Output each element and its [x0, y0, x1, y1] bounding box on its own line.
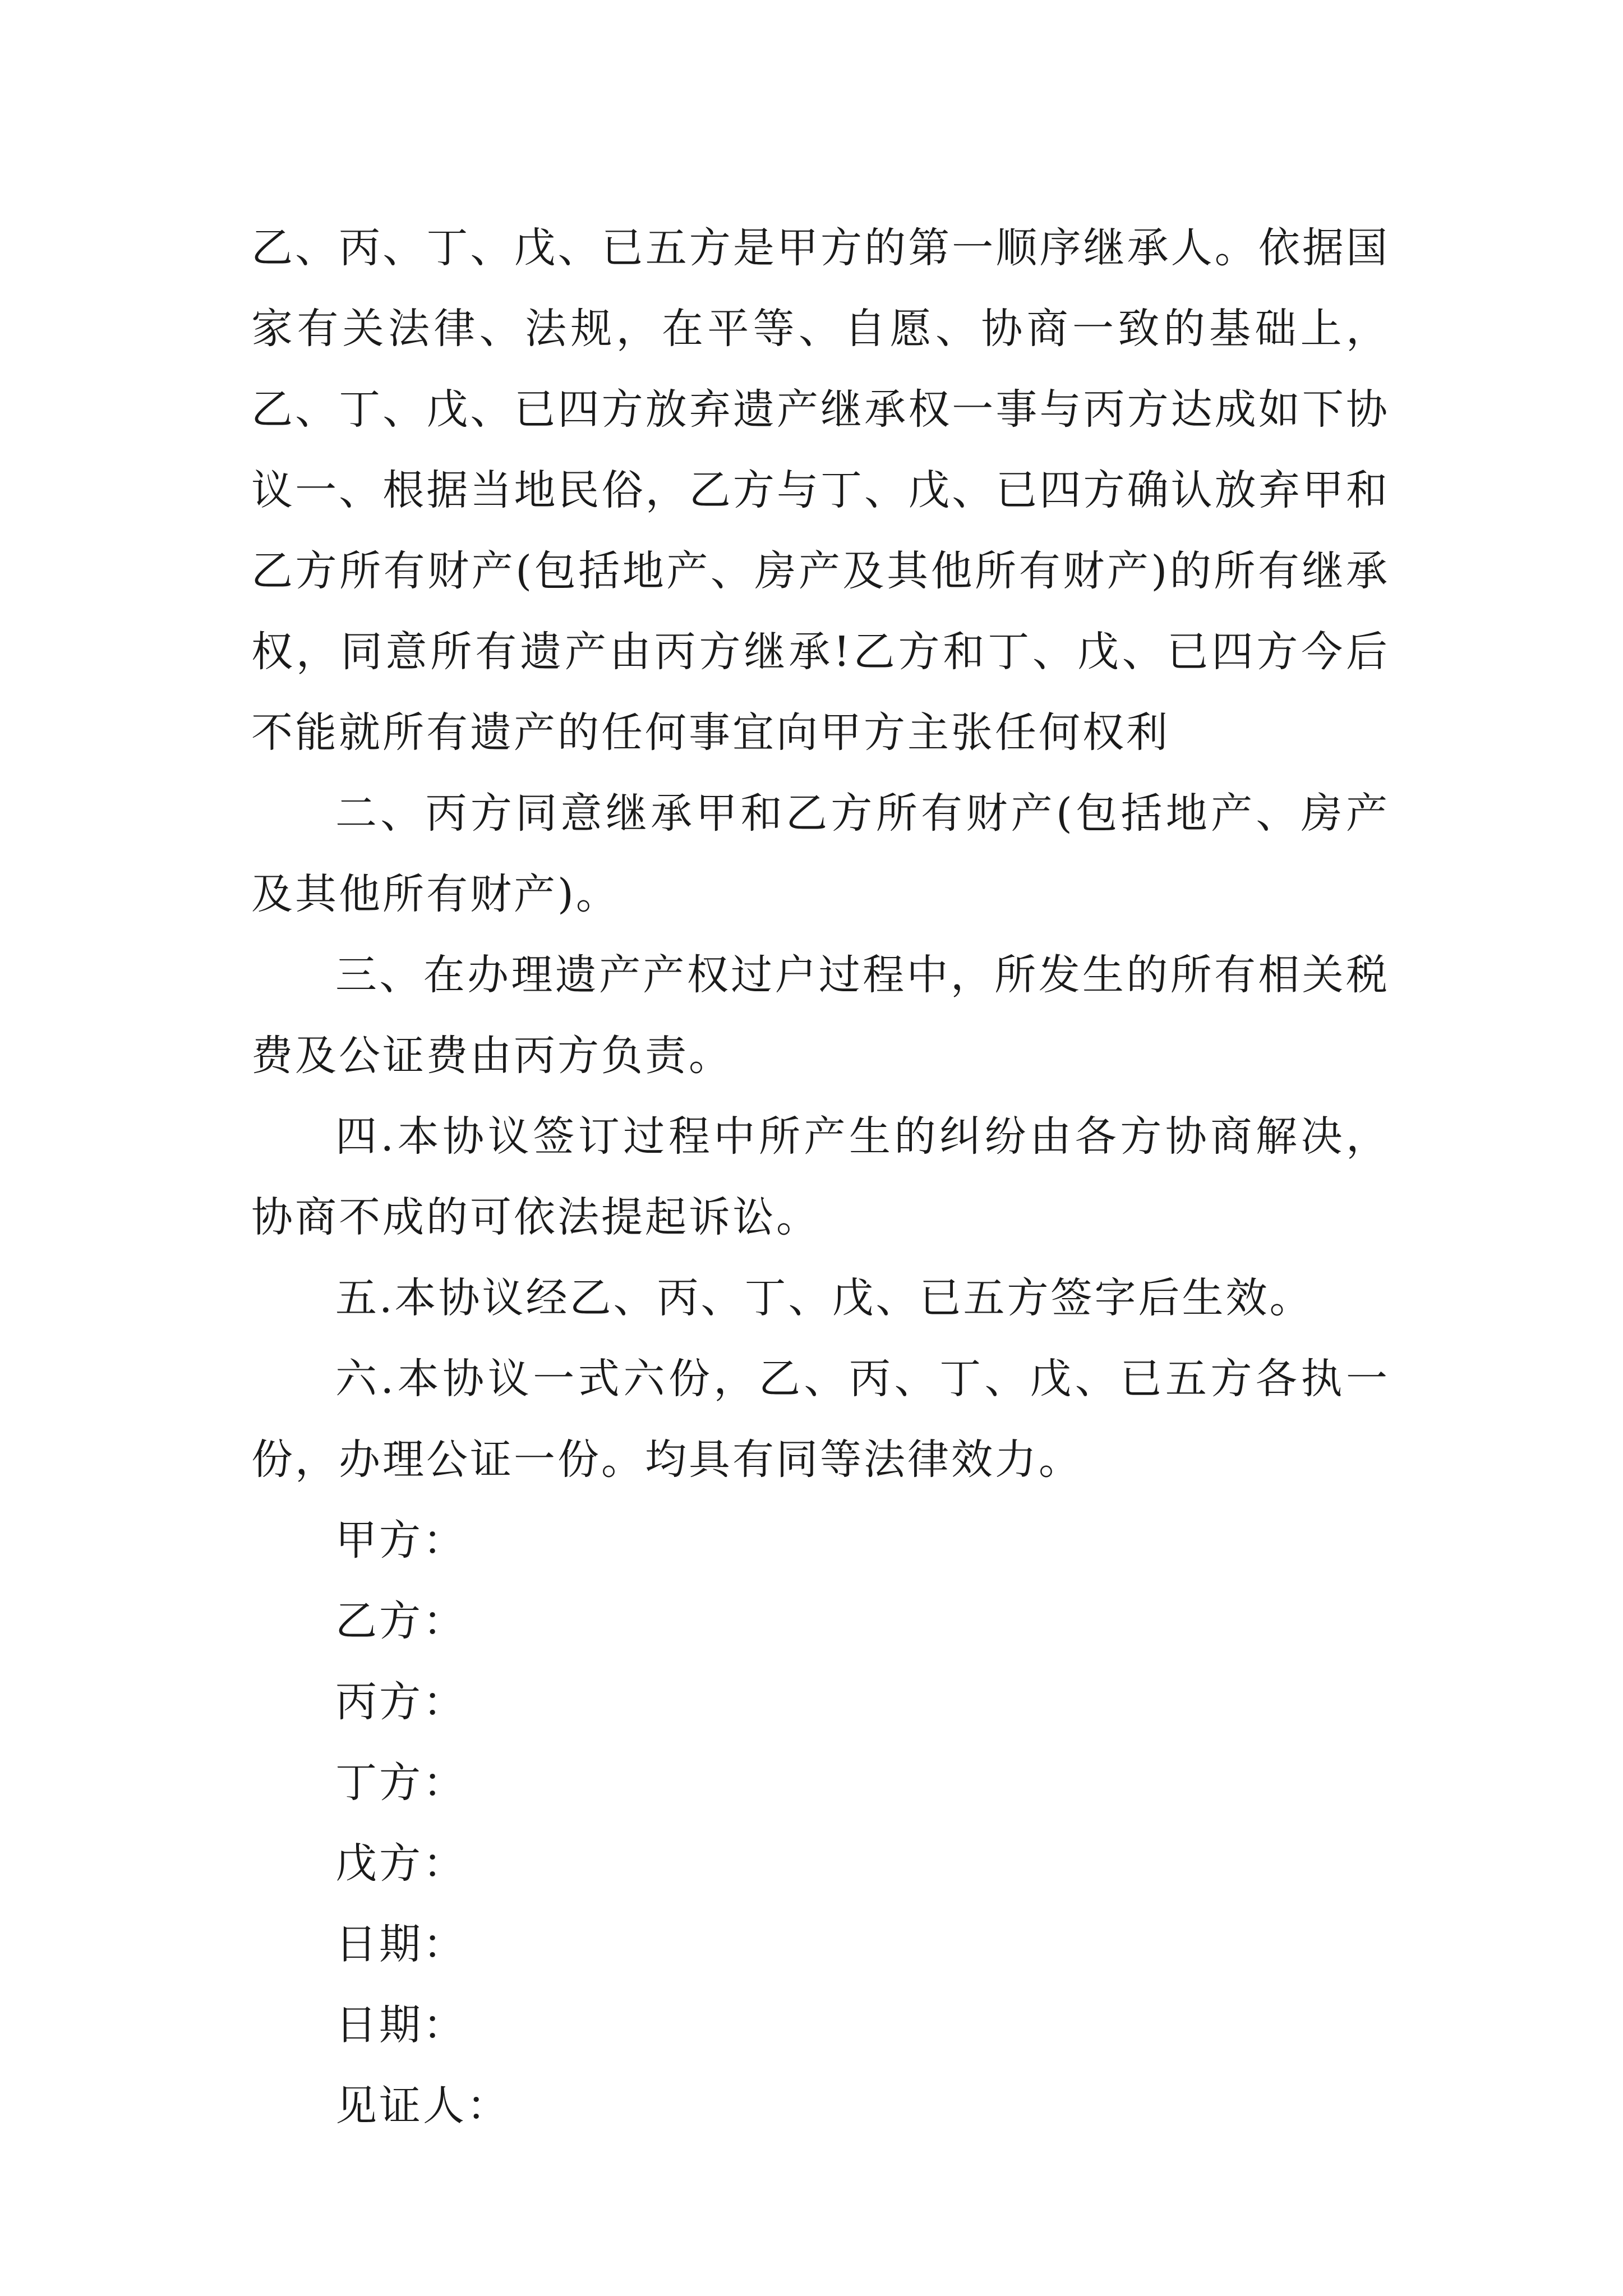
clause-4: 四.本协议签订过程中所产生的纠纷由各方协商解决，协商不成的可依法提起诉讼。	[251, 1112, 1390, 1241]
agreement-body	[251, 208, 1390, 2146]
signature-party-a: 甲方：	[335, 1516, 467, 1565]
signature-party-d: 丁方：	[335, 1759, 467, 1807]
signature-party-e: 戊方：	[335, 1839, 467, 1888]
clause-3: 三、在办理遗产产权过户过程中，所发生的所有相关税费及公证费由丙方负责。	[251, 951, 1390, 1080]
preamble-paragraph: 乙、丙、丁、戊、已五方是甲方的第一顺序继承人。依据国家有关法律、法规，在平等、自愿、协商一致的基础上，乙、丁、戊、已四方放弃遗产继承权一事与丙方达成如下协议一、根据当地民俗，乙方与丁、戊、已四方确认放弃甲和乙方所有财产(包括地产、房产及其他所有财产)的所有继承权，同意所有遗产由丙方继承!乙方和丁、戊、已四方今后不能就所有遗产的任何事宜向甲方主张任何权利	[251, 224, 1390, 757]
signature-date-1: 日期：	[335, 1920, 467, 1968]
signature-block	[251, 1500, 1390, 2146]
signature-party-c: 丙方：	[335, 1678, 467, 1726]
clause-2: 二、丙方同意继承甲和乙方所有财产(包括地产、房产及其他所有财产)。	[251, 789, 1390, 918]
clause-6: 六.本协议一式六份，乙、丙、丁、戊、已五方各执一份，办理公证一份。均具有同等法律效力。	[251, 1355, 1390, 1484]
clause-5: 五.本协议经乙、丙、丁、戊、已五方签字后生效。	[335, 1274, 1313, 1322]
signature-date-2: 日期：	[335, 2001, 467, 2049]
signature-party-b: 乙方：	[335, 1597, 467, 1645]
signature-witness: 见证人：	[335, 2082, 510, 2130]
